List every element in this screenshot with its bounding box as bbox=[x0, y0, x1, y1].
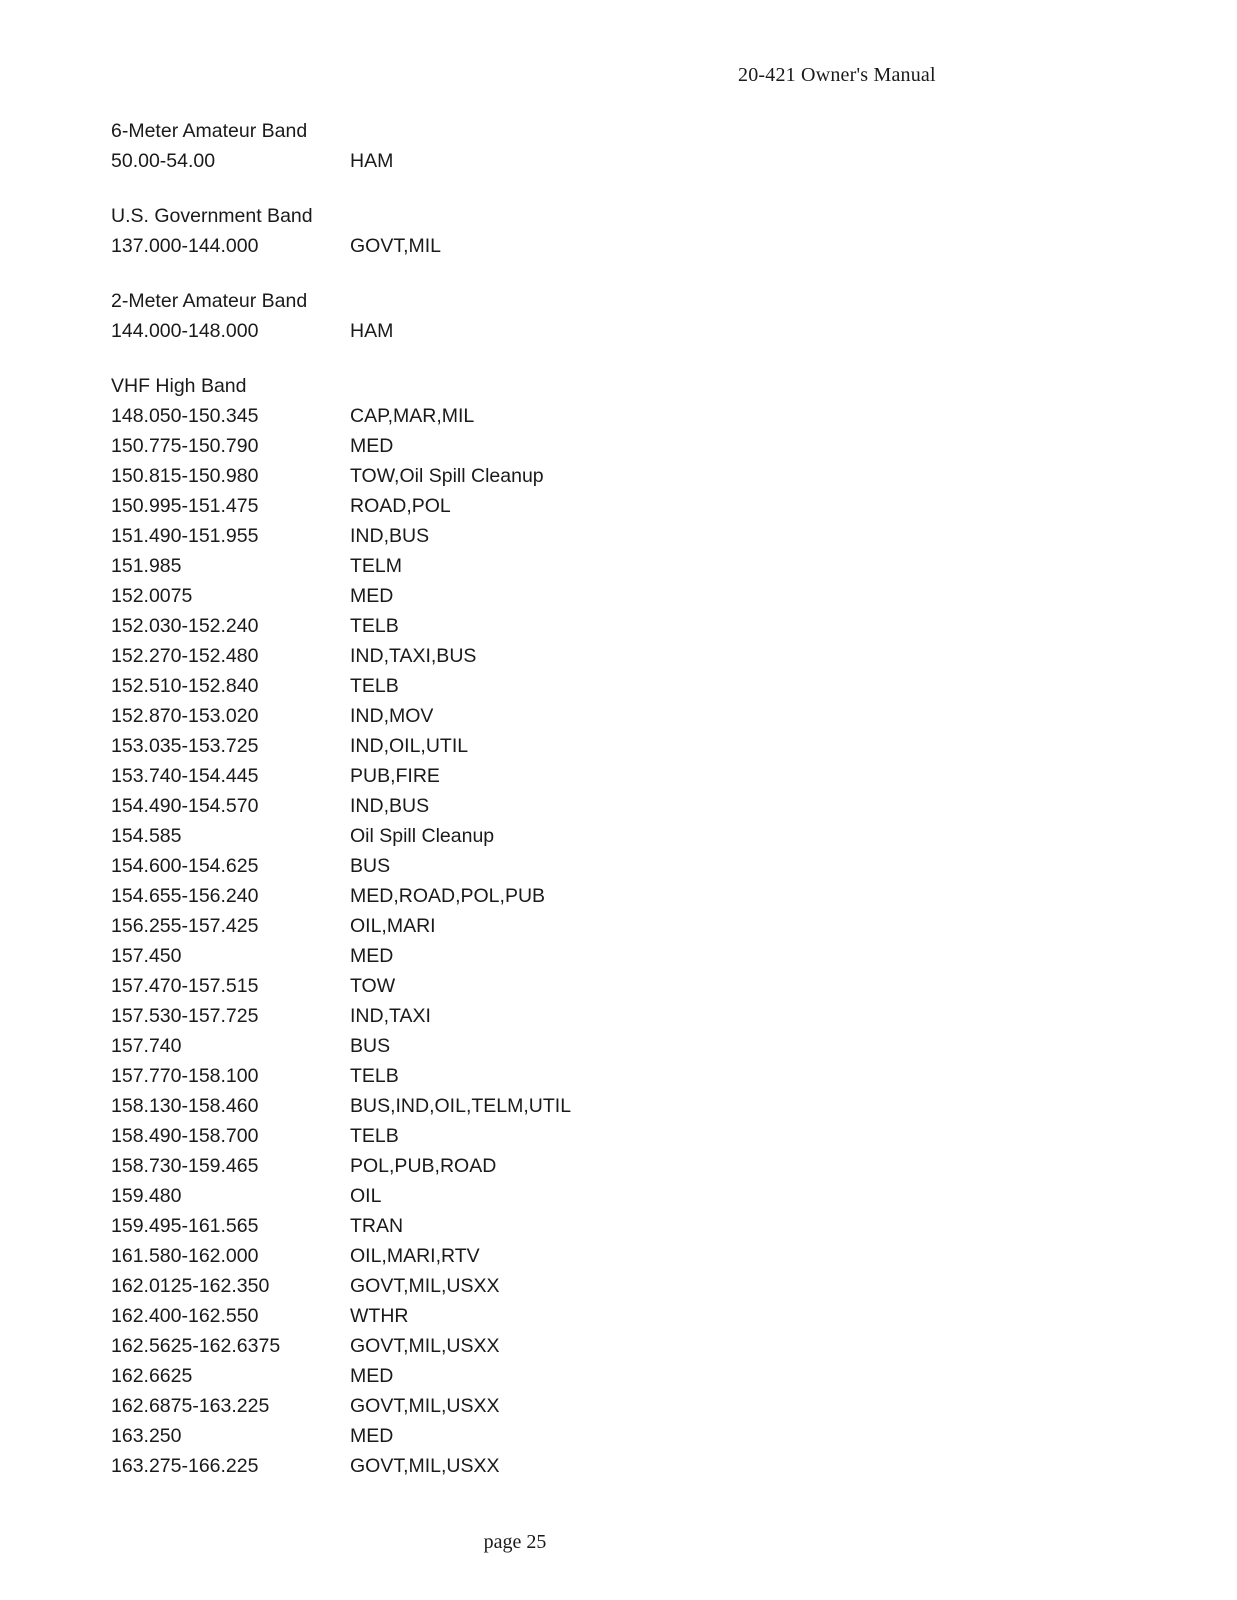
frequency-row bbox=[111, 491, 811, 521]
frequency-row bbox=[111, 911, 811, 941]
frequency-range: 152.510-152.840 bbox=[111, 675, 259, 697]
service-codes: IND,MOV bbox=[350, 705, 434, 727]
frequency-range: 158.490-158.700 bbox=[111, 1125, 259, 1147]
frequency-row bbox=[111, 1391, 811, 1421]
service-codes: MED bbox=[350, 435, 394, 457]
frequency-range: 162.0125-162.350 bbox=[111, 1275, 270, 1297]
frequency-range: 163.250 bbox=[111, 1425, 182, 1447]
service-codes: GOVT,MIL bbox=[350, 235, 442, 257]
frequency-table bbox=[111, 116, 811, 1481]
frequency-range: 154.600-154.625 bbox=[111, 855, 259, 877]
frequency-row bbox=[111, 461, 811, 491]
band-title: 2-Meter Amateur Band bbox=[111, 290, 308, 312]
service-codes: MED bbox=[350, 585, 394, 607]
service-codes: WTHR bbox=[350, 1305, 409, 1327]
band-title: U.S. Government Band bbox=[111, 205, 313, 227]
service-codes: TELB bbox=[350, 1065, 399, 1087]
frequency-row bbox=[111, 1001, 811, 1031]
frequency-row bbox=[111, 1331, 811, 1361]
frequency-range: 150.775-150.790 bbox=[111, 435, 259, 457]
frequency-row bbox=[111, 401, 811, 431]
service-codes: OIL,MARI,RTV bbox=[350, 1245, 480, 1267]
service-codes: IND,BUS bbox=[350, 795, 430, 817]
service-codes: GOVT,MIL,USXX bbox=[350, 1395, 500, 1417]
service-codes: TOW,Oil Spill Cleanup bbox=[350, 465, 544, 487]
frequency-row bbox=[111, 581, 811, 611]
service-codes: Oil Spill Cleanup bbox=[350, 825, 495, 847]
frequency-row bbox=[111, 851, 811, 881]
page-number: page 25 bbox=[483, 1531, 547, 1553]
service-codes: HAM bbox=[350, 150, 394, 172]
frequency-row bbox=[111, 1211, 811, 1241]
frequency-range: 137.000-144.000 bbox=[111, 235, 259, 257]
frequency-row bbox=[111, 641, 811, 671]
frequency-row bbox=[111, 1271, 811, 1301]
service-codes: MED bbox=[350, 945, 394, 967]
service-codes: OIL bbox=[350, 1185, 382, 1207]
frequency-range: 148.050-150.345 bbox=[111, 405, 259, 427]
service-codes: IND,TAXI,BUS bbox=[350, 645, 477, 667]
service-codes: GOVT,MIL,USXX bbox=[350, 1275, 500, 1297]
frequency-range: 159.480 bbox=[111, 1185, 182, 1207]
frequency-range: 163.275-166.225 bbox=[111, 1455, 259, 1477]
service-codes: OIL,MARI bbox=[350, 915, 436, 937]
frequency-row bbox=[111, 671, 811, 701]
frequency-row bbox=[111, 551, 811, 581]
frequency-row bbox=[111, 941, 811, 971]
frequency-range: 153.740-154.445 bbox=[111, 765, 259, 787]
service-codes: TELB bbox=[350, 675, 399, 697]
frequency-row bbox=[111, 1361, 811, 1391]
frequency-range: 151.985 bbox=[111, 555, 182, 577]
frequency-row bbox=[111, 1181, 811, 1211]
frequency-range: 158.730-159.465 bbox=[111, 1155, 259, 1177]
frequency-range: 152.0075 bbox=[111, 585, 193, 607]
frequency-row bbox=[111, 1451, 811, 1481]
frequency-range: 154.490-154.570 bbox=[111, 795, 259, 817]
frequency-range: 152.870-153.020 bbox=[111, 705, 259, 727]
frequency-range: 153.035-153.725 bbox=[111, 735, 259, 757]
service-codes: TELB bbox=[350, 615, 399, 637]
frequency-row bbox=[111, 231, 811, 261]
frequency-range: 151.490-151.955 bbox=[111, 525, 259, 547]
band-section bbox=[111, 116, 811, 176]
service-codes: GOVT,MIL,USXX bbox=[350, 1455, 500, 1477]
frequency-row bbox=[111, 731, 811, 761]
frequency-row bbox=[111, 1421, 811, 1451]
frequency-range: 50.00-54.00 bbox=[111, 150, 216, 172]
frequency-range: 157.470-157.515 bbox=[111, 975, 259, 997]
service-codes: POL,PUB,ROAD bbox=[350, 1155, 497, 1177]
frequency-range: 162.400-162.550 bbox=[111, 1305, 259, 1327]
service-codes: TELM bbox=[350, 555, 403, 577]
service-codes: BUS,IND,OIL,TELM,UTIL bbox=[350, 1095, 572, 1117]
service-codes: ROAD,POL bbox=[350, 495, 451, 517]
service-codes: BUS bbox=[350, 1035, 391, 1057]
service-codes: MED bbox=[350, 1365, 394, 1387]
service-codes: TOW bbox=[350, 975, 396, 997]
frequency-range: 144.000-148.000 bbox=[111, 320, 259, 342]
frequency-range: 150.995-151.475 bbox=[111, 495, 259, 517]
service-codes: IND,OIL,UTIL bbox=[350, 735, 469, 757]
frequency-range: 161.580-162.000 bbox=[111, 1245, 259, 1267]
service-codes: IND,BUS bbox=[350, 525, 430, 547]
frequency-range: 159.495-161.565 bbox=[111, 1215, 259, 1237]
frequency-range: 154.585 bbox=[111, 825, 182, 847]
frequency-range: 157.450 bbox=[111, 945, 182, 967]
frequency-row bbox=[111, 791, 811, 821]
band-section bbox=[111, 286, 811, 346]
service-codes: TRAN bbox=[350, 1215, 404, 1237]
service-codes: GOVT,MIL,USXX bbox=[350, 1335, 500, 1357]
band-section bbox=[111, 371, 811, 1481]
frequency-range: 157.740 bbox=[111, 1035, 182, 1057]
frequency-row bbox=[111, 1031, 811, 1061]
service-codes: BUS bbox=[350, 855, 391, 877]
frequency-row bbox=[111, 971, 811, 1001]
service-codes: MED,ROAD,POL,PUB bbox=[350, 885, 546, 907]
frequency-range: 157.770-158.100 bbox=[111, 1065, 259, 1087]
frequency-row bbox=[111, 1151, 811, 1181]
frequency-range: 162.6875-163.225 bbox=[111, 1395, 270, 1417]
frequency-range: 152.030-152.240 bbox=[111, 615, 259, 637]
band-title: VHF High Band bbox=[111, 375, 247, 397]
frequency-row bbox=[111, 1121, 811, 1151]
service-codes: MED bbox=[350, 1425, 394, 1447]
service-codes: CAP,MAR,MIL bbox=[350, 405, 475, 427]
service-codes: PUB,FIRE bbox=[350, 765, 440, 787]
frequency-row bbox=[111, 1301, 811, 1331]
frequency-row bbox=[111, 701, 811, 731]
frequency-range: 157.530-157.725 bbox=[111, 1005, 259, 1027]
frequency-row bbox=[111, 521, 811, 551]
frequency-range: 158.130-158.460 bbox=[111, 1095, 259, 1117]
frequency-row bbox=[111, 821, 811, 851]
frequency-range: 152.270-152.480 bbox=[111, 645, 259, 667]
frequency-row bbox=[111, 1091, 811, 1121]
running-header: 20-421 Owner's Manual bbox=[738, 64, 936, 86]
frequency-range: 156.255-157.425 bbox=[111, 915, 259, 937]
frequency-row bbox=[111, 431, 811, 461]
frequency-range: 150.815-150.980 bbox=[111, 465, 259, 487]
frequency-row bbox=[111, 611, 811, 641]
frequency-row bbox=[111, 316, 811, 346]
band-title: 6-Meter Amateur Band bbox=[111, 120, 308, 142]
frequency-range: 162.5625-162.6375 bbox=[111, 1335, 281, 1357]
frequency-row bbox=[111, 761, 811, 791]
frequency-range: 154.655-156.240 bbox=[111, 885, 259, 907]
frequency-row bbox=[111, 881, 811, 911]
band-section bbox=[111, 201, 811, 261]
frequency-row bbox=[111, 1241, 811, 1271]
service-codes: IND,TAXI bbox=[350, 1005, 431, 1027]
frequency-row bbox=[111, 146, 811, 176]
frequency-range: 162.6625 bbox=[111, 1365, 193, 1387]
frequency-row bbox=[111, 1061, 811, 1091]
service-codes: HAM bbox=[350, 320, 394, 342]
service-codes: TELB bbox=[350, 1125, 399, 1147]
